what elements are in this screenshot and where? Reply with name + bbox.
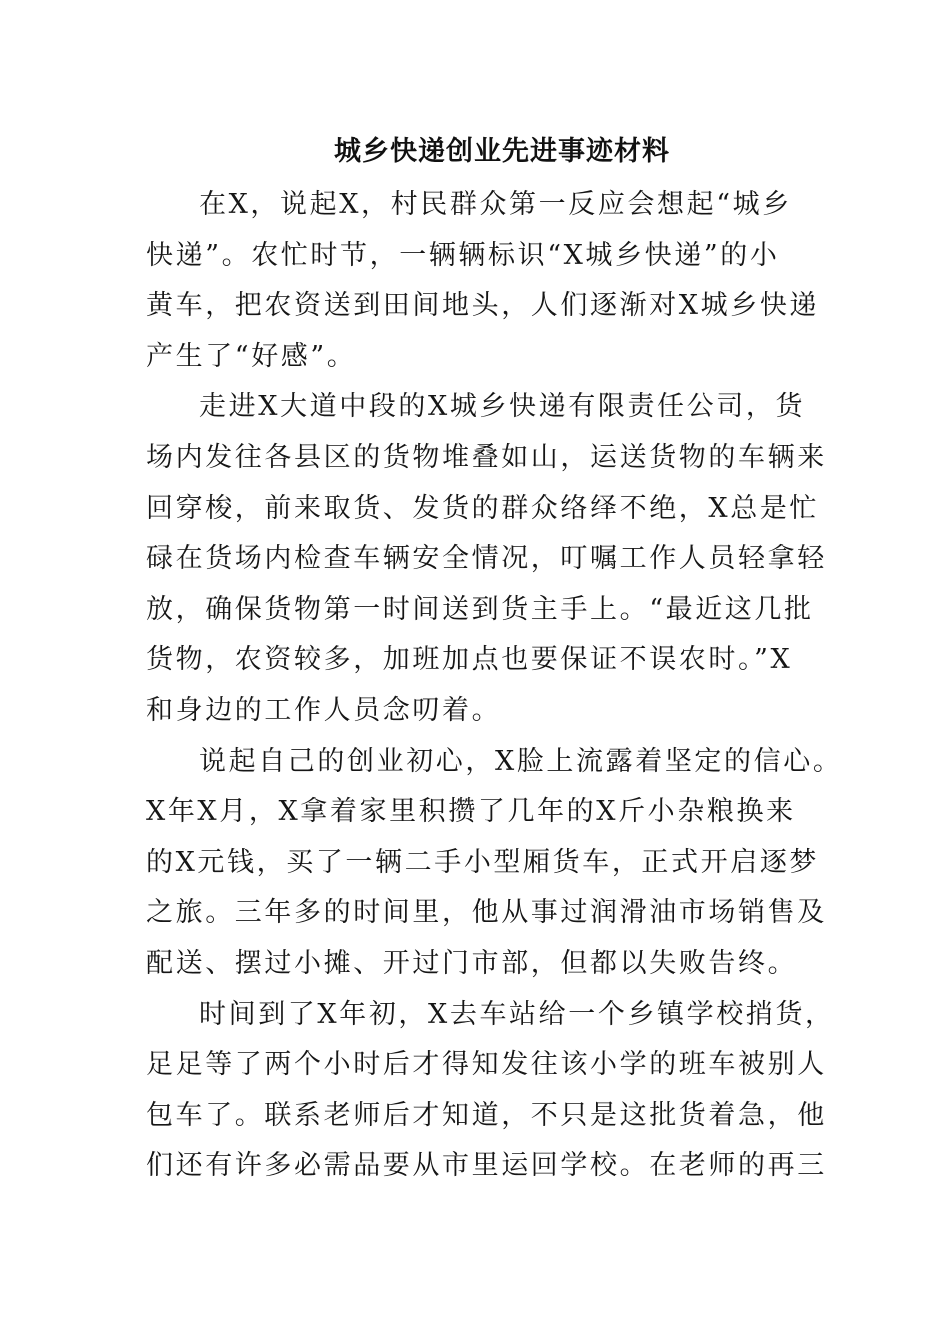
paragraph-line: 说起自己的创业初心，X脸上流露着坚定的信心。 bbox=[199, 745, 843, 777]
paragraph-line: 放，确保货物第一时间送到货主手上。“最近这几批 bbox=[146, 593, 814, 625]
paragraph-line: 碌在货场内检查车辆安全情况，叮嘱工作人员轻拿轻 bbox=[146, 543, 827, 575]
paragraph-line: 在X，说起X，村民群众第一反应会想起“城乡 bbox=[199, 189, 792, 220]
paragraph-line: 包车了。联系老师后才知道，不只是这批货着急，他 bbox=[146, 1099, 827, 1131]
paragraph-line: 时间到了X年初，X去车站给一个乡镇学校捎货， bbox=[199, 998, 835, 1030]
paragraph-line: 产生了“好感”。 bbox=[146, 340, 357, 372]
paragraph-line: 货物，农资较多，加班加点也要保证不误农时。”X bbox=[146, 644, 793, 676]
paragraph-line: 的X元钱，买了一辆二手小型厢货车，正式开启逐梦 bbox=[146, 846, 820, 878]
document-body bbox=[146, 180, 843, 1192]
paragraph-line: 配送、摆过小摊、开过门市部，但都以失败告终。 bbox=[146, 947, 798, 979]
paragraph-line: X年X月，X拿着家里积攒了几年的X斤小杂粮换来 bbox=[146, 796, 796, 828]
paragraph-line: 快递”。农忙时节，一辆辆标识“X城乡快递”的小 bbox=[146, 239, 780, 271]
paragraph-line: 回穿梭，前来取货、发货的群众络绎不绝，X总是忙 bbox=[146, 492, 820, 524]
paragraph-line: 们还有许多必需品要从市里运回学校。在老师的再三 bbox=[146, 1150, 827, 1182]
paragraph-line: 走进X大道中段的X城乡快递有限责任公司，货 bbox=[199, 391, 806, 423]
paragraph-line: 和身边的工作人员念叨着。 bbox=[146, 694, 502, 726]
paragraph-line: 之旅。三年多的时间里，他从事过润滑油市场销售及 bbox=[146, 897, 827, 929]
paragraph-line: 足足等了两个小时后才得知发往该小学的班车被别人 bbox=[146, 1049, 827, 1081]
document-title: 城乡快递创业先进事迹材料 bbox=[334, 136, 670, 167]
paragraph-line: 黄车，把农资送到田间地头，人们逐渐对X城乡快递 bbox=[146, 290, 820, 322]
paragraph-line: 场内发往各县区的货物堆叠如山，运送货物的车辆来 bbox=[146, 441, 827, 473]
